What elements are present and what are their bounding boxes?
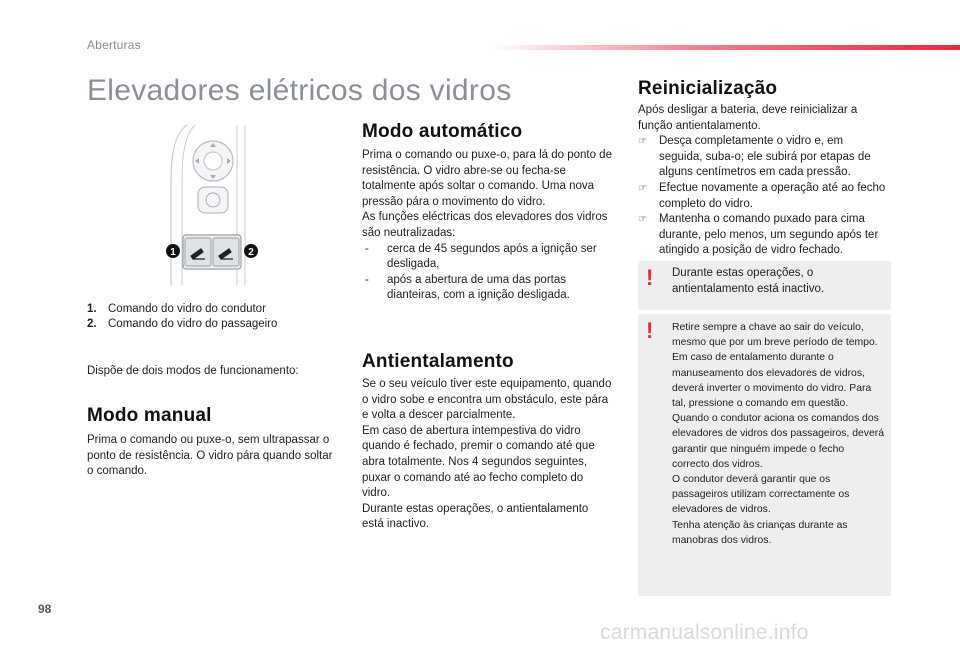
legend-label: Comando do vidro do condutor — [108, 303, 266, 315]
automatic-mode-text: Prima o comando ou puxe-o, para lá do ponto de resistência. O vidro abre-se ou fecha-se totalmente após soltar o comando. Uma nova pressão pára o movimento do vidro. — [362, 149, 612, 208]
automatic-mode-heading: Modo automático — [362, 121, 523, 142]
warning-line: Tenha atenção às crianças durante as manobras dos vidros. — [672, 519, 848, 546]
list-dash: - — [365, 242, 369, 255]
anti-pinch-text2: Em caso de abertura intempestiva do vidro quando é fechado, premir o comando até que abra totalmente. Nos 4 segundos seguintes, puxar o comando até ao fecho completo do vidro. — [362, 424, 595, 500]
section-label: Aberturas — [87, 38, 141, 52]
list-dash: - — [365, 273, 369, 286]
warning-line: O condutor deverá garantir que os passageiros utilizam correctamente os elevadores de vidros. — [672, 474, 850, 516]
warning-line: Em caso de entalamento durante o manuseamento dos elevadores de vidros, deverá inverter o movimento do vidro. Para tal, pressione o comando em questão. — [672, 352, 872, 410]
legend-item — [87, 302, 277, 317]
list-item-text: cerca de 45 segundos após a ignição ser desligada, — [387, 242, 597, 271]
reinit-step-text: Efectue novamente a operação até ao fecho completo do vidro. — [659, 181, 886, 210]
legend-number: 2. — [87, 318, 97, 330]
reinit-step-text: Desça completamente o vidro e, em seguida, suba-o; ele subirá por etapas de alguns centímetros em cada pressão. — [659, 135, 871, 179]
warning-text: Durante estas operações, o antientalamento está inactivo. — [672, 267, 825, 295]
anti-pinch-heading: Antientalamento — [362, 351, 514, 372]
reinit-step — [638, 181, 888, 212]
legend-number: 1. — [87, 303, 97, 315]
warning-line: Quando o condutor aciona os comandos dos elevadores de vidros dos passageiros, deverá garantir que ninguém impede o fecho correcto dos vidros. — [672, 413, 884, 470]
warning-icon: ! — [646, 265, 654, 290]
manual-mode-heading: Modo manual — [87, 405, 212, 426]
reinit-step — [638, 212, 888, 259]
hand-pointer-icon: ☞ — [638, 136, 647, 148]
header-accent-bar — [490, 45, 960, 50]
watermark: carmanualsonline.info — [600, 621, 809, 644]
illustration-legend — [87, 302, 277, 332]
legend-label: Comando do vidro do passageiro — [108, 318, 278, 330]
list-item — [362, 242, 612, 273]
reinit-step-text: Mantenha o comando puxado para cima durante, pelo menos, um segundo após ter atingido a posição de vidro fechado. — [659, 213, 879, 257]
reinit-heading: Reinicialização — [638, 78, 778, 99]
safety-warning-text — [672, 320, 884, 548]
mirror-selector-icon — [198, 187, 228, 213]
page-number: 98 — [38, 602, 52, 616]
reinit-text: Após desligar a bateria, deve reinicializar a função antientalamento. — [638, 104, 858, 132]
anti-pinch-text: Se o seu veículo tiver este equipamento, quando o vidro sobe e encontra um obstáculo, este pára e volta a descer parcialmente. — [362, 378, 612, 422]
warning-icon: ! — [646, 318, 654, 343]
hand-pointer-icon: ☞ — [638, 182, 647, 194]
warning-note — [638, 261, 891, 310]
svg-text:1: 1 — [170, 247, 176, 258]
list-item — [362, 273, 612, 304]
manual-mode-text: Prima o comando ou puxe-o, sem ultrapassar o ponto de resistência. O vidro pára quando soltar o comando. — [87, 434, 333, 478]
page-title: Elevadores elétricos dos vidros — [87, 74, 512, 107]
window-switch-illustration — [165, 123, 265, 288]
list-item-text: após a abertura de uma das portas dianteiras, com a ignição desligada. — [387, 273, 570, 302]
anti-pinch-body — [362, 377, 612, 533]
anti-pinch-text3: Durante estas operações, o antientalamento está inactivo. — [362, 502, 589, 531]
reinit-body — [638, 103, 888, 259]
hand-pointer-icon: ☞ — [638, 214, 647, 226]
automatic-mode-text2: As funções eléctricas dos elevadores dos vidros são neutralizadas: — [362, 211, 608, 239]
svg-text:2: 2 — [248, 247, 254, 258]
automatic-mode-body — [362, 148, 612, 304]
safety-warning-note — [638, 314, 891, 596]
legend-item — [87, 317, 277, 332]
reinit-step — [638, 134, 888, 181]
warning-line: Retire sempre a chave ao sair do veículo, mesmo que por um breve período de tempo. — [672, 322, 878, 349]
modes-intro: Dispõe de dois modos de funcionamento: — [87, 365, 299, 377]
